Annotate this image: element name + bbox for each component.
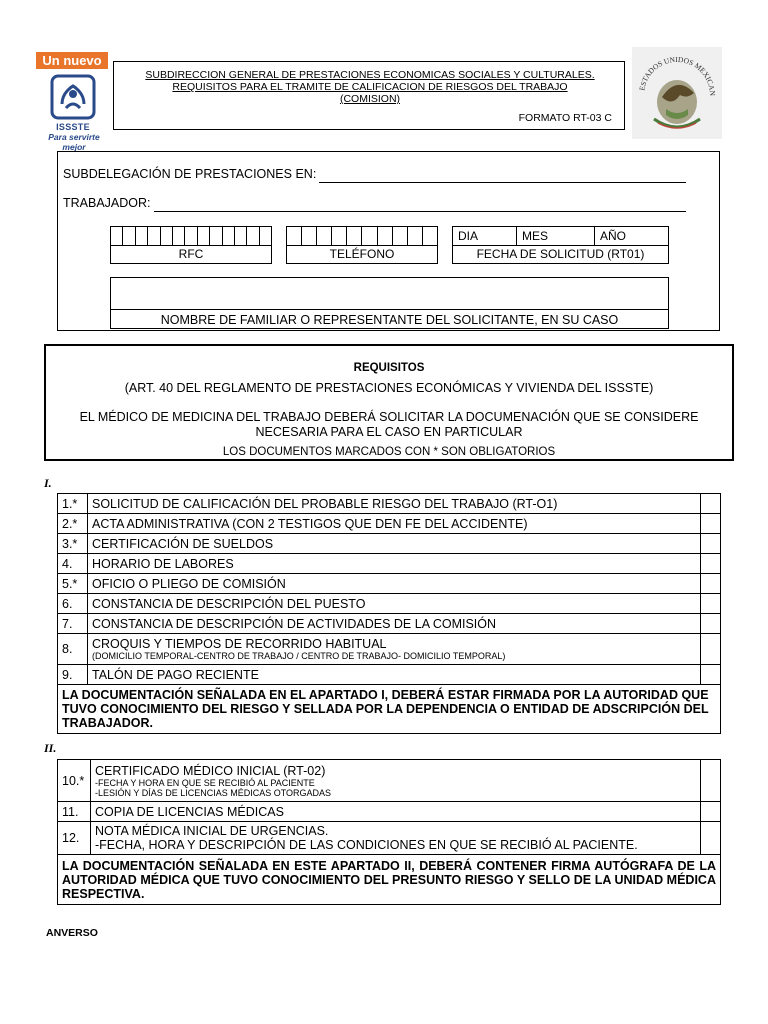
item-checkbox[interactable] — [701, 554, 721, 574]
item-text-block — [91, 822, 701, 855]
header-line-3: (COMISION) — [339, 93, 401, 105]
familiar-input[interactable] — [111, 278, 668, 308]
format-code: FORMATO RT-03 C — [518, 112, 612, 124]
item-text: HORARIO DE LABORES — [88, 554, 701, 574]
section-2-note: LA DOCUMENTACIÓN SEÑALADA EN ESTE APARTADO II, DEBERÁ CONTENER FIRMA AUTÓGRAFA DE LA AUTORIDAD MÉDICA QUE TUVO CONOCIMIENTO DEL PRESUNTO RIESGO Y SELLO DE LA UNIDAD MÉDICA RESPECTIVA. — [58, 855, 721, 905]
item-checkbox[interactable] — [701, 760, 721, 802]
subdelegacion-field[interactable] — [319, 182, 686, 183]
issste-emblem-icon — [50, 74, 96, 120]
trabajador-label: TRABAJADOR: — [63, 196, 151, 210]
requisitos-box — [44, 344, 734, 461]
section-1-note: LA DOCUMENTACIÓN SEÑALADA EN EL APARTADO I, DEBERÁ ESTAR FIRMADA POR LA AUTORIDAD QUE TUVO CONOCIMIENTO DEL RIESGO Y SELLADA POR LA DEPENDENCIA O ENTIDAD DE ADSCRIPCIÓN DEL TRABAJADOR. — [58, 685, 721, 734]
requisitos-article: (ART. 40 DEL REGLAMENTO DE PRESTACIONES ECONÓMICAS Y VIVIENDA DEL ISSSTE) — [124, 381, 654, 395]
requisitos-note: LOS DOCUMENTOS MARCADOS CON * SON OBLIGATORIOS — [222, 446, 556, 458]
familiar-label: NOMBRE DE FAMILIAR O REPRESENTANTE DEL SOLICITANTE, EN SU CASO — [111, 309, 668, 330]
rfc-input[interactable] — [111, 227, 271, 246]
item-text: CONSTANCIA DE DESCRIPCIÓN DE ACTIVIDADES DE LA COMISIÓN — [88, 614, 701, 634]
table-row — [58, 614, 721, 634]
item-text: NOTA MÉDICA INICIAL DE URGENCIAS. — [95, 824, 329, 838]
mexico-coat-of-arms — [632, 47, 722, 139]
item-checkbox[interactable] — [701, 634, 721, 665]
fecha-box — [452, 226, 669, 264]
dia-cell[interactable]: DIA — [453, 227, 517, 245]
item-number: 8. — [58, 634, 88, 665]
mes-cell[interactable]: MES — [517, 227, 595, 245]
header-line-2: REQUISITOS PARA EL TRAMITE DE CALIFICACION DE RIESGOS DEL TRABAJO — [172, 81, 568, 93]
telefono-label: TELÉFONO — [329, 247, 395, 261]
anio-cell[interactable]: AÑO — [600, 229, 627, 243]
section-1-label: I. — [44, 476, 52, 490]
item-text: TALÓN DE PAGO RECIENTE — [88, 665, 701, 685]
table-row — [58, 534, 721, 554]
section-2-note-row — [58, 855, 721, 905]
item-subtext: -LESIÓN Y DÍAS DE LICENCIAS MÉDICAS OTORGADAS — [95, 787, 332, 798]
seal-text: ESTADOS UNIDOS MEXICAN — [637, 54, 718, 97]
logo-banner: Un nuevo — [36, 52, 108, 69]
requisitos-desc-line-1: EL MÉDICO DE MEDICINA DEL TRABAJO DEBERÁ SOLICITAR LA DOCUMENACIÓN QUE SE CONSIDERE — [79, 410, 699, 424]
item-checkbox[interactable] — [701, 594, 721, 614]
item-number: 6. — [58, 594, 88, 614]
item-text: CERTIFICACIÓN DE SUELDOS — [88, 534, 701, 554]
fecha-input[interactable] — [453, 227, 668, 246]
item-text: OFICIO O PLIEGO DE COMISIÓN — [88, 574, 701, 594]
table-row — [58, 494, 721, 514]
section-2-table — [57, 759, 721, 905]
item-checkbox[interactable] — [701, 534, 721, 554]
item-text: CONSTANCIA DE DESCRIPCIÓN DEL PUESTO — [88, 594, 701, 614]
item-number: 5.* — [58, 574, 88, 594]
item-text: CERTIFICADO MÉDICO INICIAL (RT-02) — [95, 763, 326, 778]
table-row — [58, 594, 721, 614]
item-checkbox[interactable] — [701, 614, 721, 634]
table-row — [58, 514, 721, 534]
item-text-2: -FECHA, HORA Y DESCRIPCIÓN DE LAS CONDICIONES EN QUE SE RECIBIÓ AL PACIENTE. — [95, 838, 638, 852]
item-checkbox[interactable] — [701, 822, 721, 855]
item-text: COPIA DE LICENCIAS MÉDICAS — [91, 802, 701, 822]
requisitos-desc-line-2: NECESARIA PARA EL CASO EN PARTICULAR — [255, 425, 523, 439]
table-row — [58, 760, 721, 802]
item-text: ACTA ADMINISTRATIVA (CON 2 TESTIGOS QUE DEN FE DEL ACCIDENTE) — [88, 514, 701, 534]
item-number: 4. — [58, 554, 88, 574]
item-subtext: (DOMICILIO TEMPORAL-CENTRO DE TRABAJO / CENTRO DE TRABAJO- DOMICILIO TEMPORAL) — [92, 651, 506, 661]
document-header — [113, 61, 625, 130]
item-checkbox[interactable] — [701, 514, 721, 534]
item-number: 12. — [58, 822, 91, 855]
fecha-label: FECHA DE SOLICITUD (RT01) — [476, 247, 645, 261]
item-text-block — [88, 634, 701, 665]
subdelegacion-label: SUBDELEGACIÓN DE PRESTACIONES EN: — [63, 167, 317, 181]
table-row — [58, 802, 721, 822]
requisitos-title: REQUISITOS — [353, 362, 425, 374]
issste-logo — [36, 52, 110, 152]
telefono-input[interactable] — [287, 227, 437, 246]
applicant-form — [57, 151, 720, 331]
table-row — [58, 574, 721, 594]
table-row — [58, 554, 721, 574]
section-1-table — [57, 493, 721, 734]
item-number: 9. — [58, 665, 88, 685]
logo-tagline: Para servirte mejor — [48, 132, 100, 152]
item-checkbox[interactable] — [701, 802, 721, 822]
item-checkbox[interactable] — [701, 574, 721, 594]
table-row — [58, 634, 721, 665]
item-text: CROQUIS Y TIEMPOS DE RECORRIDO HABITUAL — [92, 637, 387, 651]
item-number: 7. — [58, 614, 88, 634]
item-number: 3.* — [58, 534, 88, 554]
header-line-1: SUBDIRECCION GENERAL DE PRESTACIONES ECONOMICAS SOCIALES Y CULTURALES. — [145, 69, 595, 81]
section-1-note-row — [58, 685, 721, 734]
item-number: 1.* — [58, 494, 88, 514]
table-row — [58, 822, 721, 855]
item-text: SOLICITUD DE CALIFICACIÓN DEL PROBABLE RIESGO DEL TRABAJO (RT-O1) — [88, 494, 701, 514]
anverso-label: ANVERSO — [46, 927, 98, 939]
item-number: 10.* — [58, 760, 91, 802]
trabajador-field[interactable] — [154, 211, 686, 212]
rfc-box — [110, 226, 272, 264]
item-number: 2.* — [58, 514, 88, 534]
item-checkbox[interactable] — [701, 494, 721, 514]
logo-name: ISSSTE — [56, 122, 90, 132]
item-checkbox[interactable] — [701, 665, 721, 685]
item-number: 11. — [58, 802, 91, 822]
requisitos-description — [46, 410, 732, 440]
coat-of-arms-icon — [632, 47, 722, 139]
item-text-block — [91, 760, 701, 802]
item-subtext: -FECHA Y HORA EN QUE SE RECIBIÓ AL PACIENTE — [95, 777, 315, 788]
telefono-box — [286, 226, 438, 264]
section-2-label: II. — [44, 741, 57, 755]
familiar-box — [110, 277, 669, 329]
rfc-label: RFC — [178, 247, 204, 261]
table-row — [58, 665, 721, 685]
